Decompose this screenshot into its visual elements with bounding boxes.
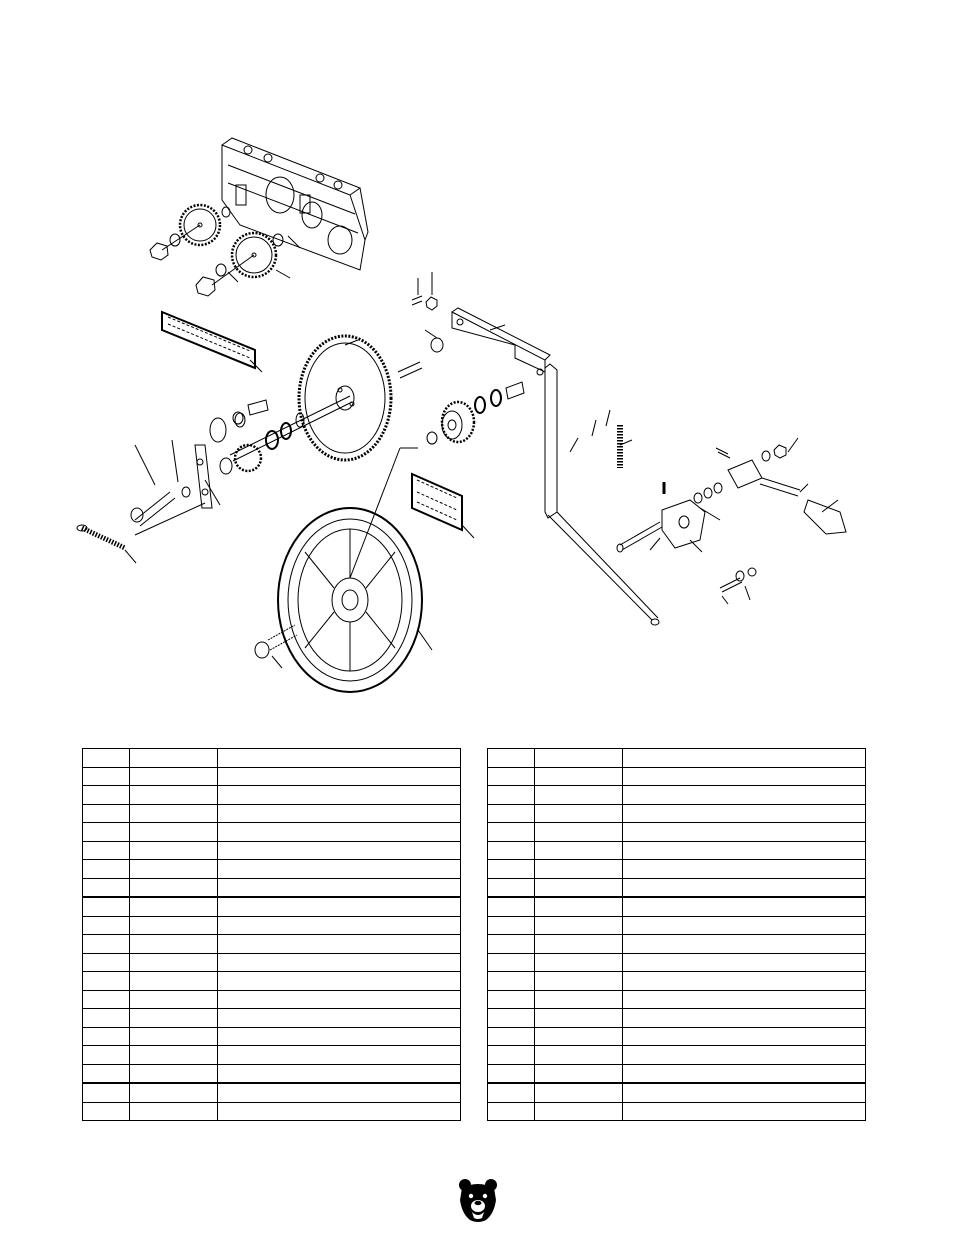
right-cell [623,972,866,991]
right-cell [535,916,623,935]
shaft-bearings [210,396,352,474]
tension-spring [77,525,136,563]
right-cell [488,1009,535,1028]
left-cell [83,804,130,823]
right-cell [488,878,535,897]
table-row [488,860,866,879]
table-row [488,1009,866,1028]
left-cell [83,767,130,786]
right-cell [535,1064,623,1083]
left-cell [218,916,461,935]
left-cell [83,990,130,1009]
right-cell [535,767,623,786]
right-cell [535,953,623,972]
right-cell [488,823,535,842]
table-row [83,804,461,823]
right-cell [623,1064,866,1083]
table-row [488,916,866,935]
right-cell [488,767,535,786]
table-row [488,1046,866,1065]
gearbox-housing [222,138,368,270]
right-cell [488,990,535,1009]
right-cell [623,749,866,768]
left-cell [218,1046,461,1065]
right-cell [488,786,535,805]
left-cell [83,1046,130,1065]
left-cell [83,897,130,916]
left-cell [130,953,218,972]
right-cell [535,1027,623,1046]
right-cell [488,972,535,991]
table-row [83,897,461,916]
left-cell [218,1083,461,1102]
handwheel-bolt [255,625,297,668]
hub-sprocket [398,296,524,444]
table-row [83,823,461,842]
left-cell [218,860,461,879]
left-cell [218,878,461,897]
left-cell [130,916,218,935]
left-cell [218,841,461,860]
right-cell [488,1064,535,1083]
left-cell [130,804,218,823]
table-row [488,786,866,805]
leader-lines [418,272,838,604]
left-cell [130,1102,218,1121]
left-cell [130,786,218,805]
right-cell [623,860,866,879]
left-cell [218,749,461,768]
right-cell [488,897,535,916]
right-cell [623,916,866,935]
right-cell [535,804,623,823]
table-row [488,823,866,842]
left-cell [218,897,461,916]
table-row [83,1102,461,1121]
mounting-bracket [452,308,659,625]
left-cell [218,767,461,786]
right-cell [535,990,623,1009]
table-row [83,990,461,1009]
left-cell [83,878,130,897]
left-cell [83,823,130,842]
right-cell [623,823,866,842]
table-row [83,786,461,805]
left-cell [130,935,218,954]
left-cell [130,897,218,916]
table-row [83,1009,461,1028]
table-row [83,916,461,935]
table-row [488,878,866,897]
right-cell [623,1009,866,1028]
right-cell [535,878,623,897]
left-cell [83,749,130,768]
table-row [83,1027,461,1046]
left-cell [218,990,461,1009]
table-row [83,1083,461,1102]
table-row [488,749,866,768]
table-row [83,935,461,954]
right-cell [623,990,866,1009]
right-cell [623,1083,866,1102]
table-row [83,878,461,897]
right-cell [535,823,623,842]
drive-chain-upper [162,312,262,372]
left-cell [83,1083,130,1102]
table-row [488,953,866,972]
table-row [488,990,866,1009]
table-row [83,841,461,860]
right-cell [623,786,866,805]
bear-head-icon [458,1178,498,1224]
right-cell [488,1083,535,1102]
left-cell [130,860,218,879]
right-cell [623,1046,866,1065]
left-cell [218,1064,461,1083]
left-cell [218,972,461,991]
right-cell [488,749,535,768]
right-cell [488,1102,535,1121]
right-cell [535,749,623,768]
left-cell [218,786,461,805]
table-row [488,1027,866,1046]
right-cell [488,1027,535,1046]
left-cell [130,841,218,860]
left-cell [83,1102,130,1121]
table-row [83,749,461,768]
tensioner-link [131,440,220,535]
table-row [488,972,866,991]
table-row [488,897,866,916]
table-row [83,860,461,879]
left-cell [218,804,461,823]
right-cell [488,1046,535,1065]
right-cell [488,935,535,954]
left-cell [83,972,130,991]
left-cell [83,935,130,954]
left-cell [130,972,218,991]
left-cell [83,1027,130,1046]
left-cell [130,749,218,768]
left-cell [130,1027,218,1046]
table-row [488,1083,866,1102]
right-cell [488,841,535,860]
right-cell [535,1102,623,1121]
table-row [488,1064,866,1083]
left-cell [218,823,461,842]
left-cell [218,935,461,954]
right-cell [488,953,535,972]
right-cell [623,841,866,860]
right-cell [488,916,535,935]
left-cell [83,953,130,972]
right-cell [623,897,866,916]
left-cell [218,953,461,972]
left-cell [130,1083,218,1102]
left-cell [130,767,218,786]
left-cell [130,1046,218,1065]
table-row [488,804,866,823]
right-cell [488,804,535,823]
right-cell [535,841,623,860]
right-cell [535,1046,623,1065]
handwheel [278,448,432,692]
left-cell [83,916,130,935]
left-cell [130,823,218,842]
right-cell [623,1102,866,1121]
left-cell [130,1064,218,1083]
table-row [83,953,461,972]
left-cell [83,1064,130,1083]
right-cell [535,860,623,879]
left-cell [83,786,130,805]
table-row [83,1046,461,1065]
left-cell [83,841,130,860]
right-cell [535,935,623,954]
right-cell [623,953,866,972]
left-cell [130,990,218,1009]
right-cell [535,786,623,805]
table-row [83,972,461,991]
table-row [488,841,866,860]
table-row [488,935,866,954]
table-row [488,1102,866,1121]
table-row [488,767,866,786]
left-cell [218,1027,461,1046]
parts-table-left [82,748,461,1121]
right-cell [623,767,866,786]
table-row [83,767,461,786]
left-cell [130,1009,218,1028]
right-cell [535,972,623,991]
right-cell [623,935,866,954]
right-cell [623,804,866,823]
left-cell [83,1009,130,1028]
right-cell [623,878,866,897]
right-cell [535,1083,623,1102]
left-cell [218,1102,461,1121]
table-row [83,1064,461,1083]
drive-chain-lower [412,474,474,538]
right-cell [535,1009,623,1028]
right-cell [535,897,623,916]
left-cell [130,878,218,897]
left-cell [218,1009,461,1028]
left-cell [83,860,130,879]
right-cell [623,1027,866,1046]
parts-table-right [487,748,866,1121]
right-cell [488,860,535,879]
